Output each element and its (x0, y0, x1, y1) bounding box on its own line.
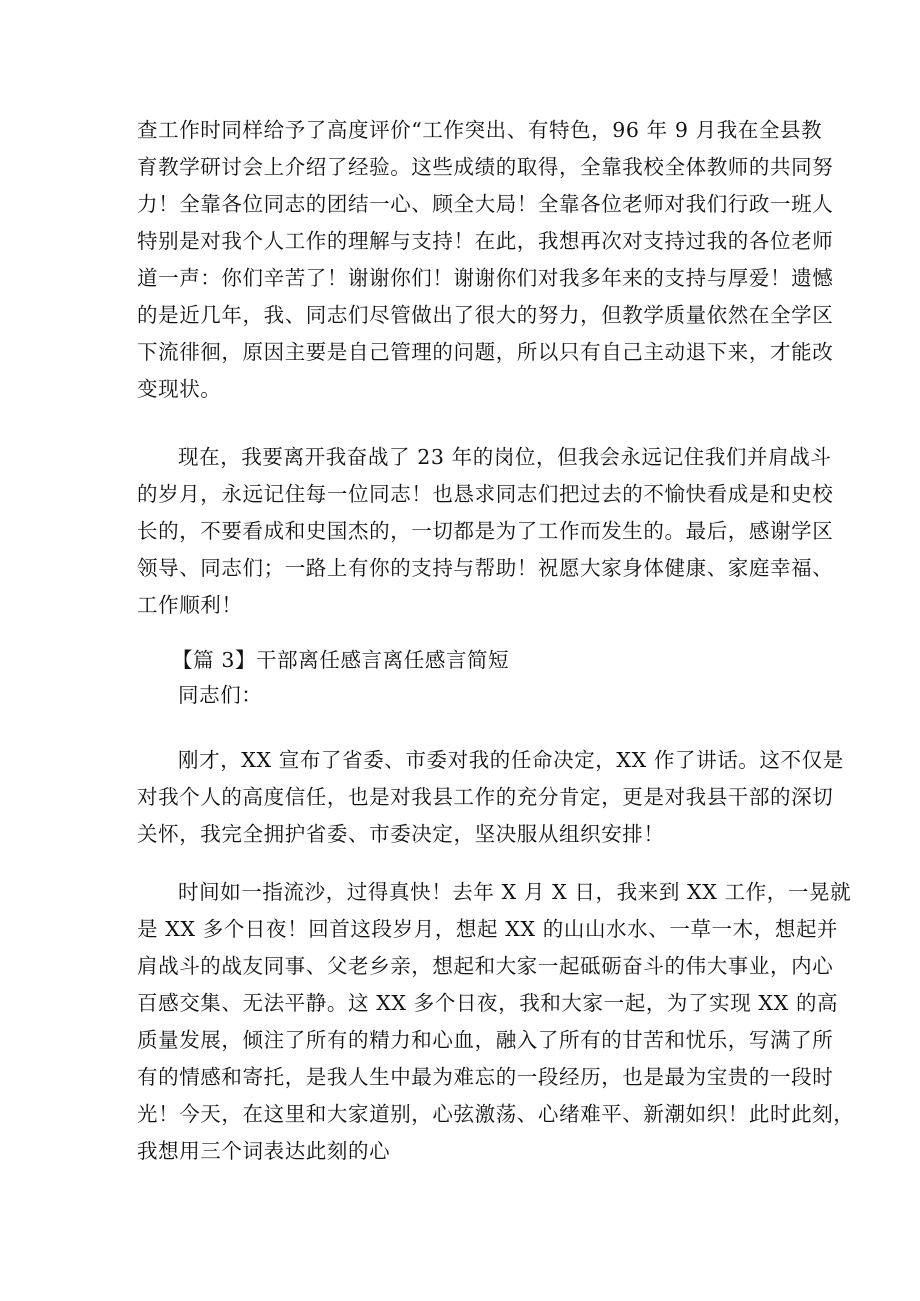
section-heading: 【篇 3】干部离任感言离任感言简短 (172, 648, 510, 672)
paragraph-line: 现在，我要离开我奋战了 23 年的岗位，但我会永远记住我们并肩战斗 (178, 445, 832, 469)
paragraph-line: 有的情感和寄托，是我人生中最为难忘的一段经历，也是最为宝贵的一段时 (137, 1065, 834, 1089)
paragraph-line: 领导、同志们；一路上有你的支持与帮助！祝愿大家身体健康、家庭幸福、 (137, 556, 834, 580)
paragraph-line: 工作顺利！ (137, 593, 243, 617)
paragraph-line: 力！全靠各位同志的团结一心、顾全大局！全靠各位老师对我们行政一班人 (137, 192, 834, 216)
paragraph-line: 变现状。 (137, 377, 222, 401)
paragraph-line: 长的，不要看成和史国杰的，一切都是为了工作而发生的。最后，感谢学区 (137, 519, 834, 543)
paragraph-line: 光！今天，在这里和大家道别，心弦激荡、心绪难平、新潮如织！此时此刻， (137, 1102, 855, 1126)
paragraph-line: 的是近几年，我、同志们尽管做出了很大的努力，但教学质量依然在全学区 (137, 303, 834, 327)
paragraph-line: 道一声：你们辛苦了！谢谢你们！谢谢你们对我多年来的支持与厚爱！遗憾 (137, 266, 834, 290)
paragraph-line: 是 XX 多个日夜！回首这段岁月，想起 XX 的山山水水、一草一木，想起并 (137, 917, 839, 941)
paragraph-line: 百感交集、无法平静。这 XX 多个日夜，我和大家一起，为了实现 XX 的高 (137, 991, 839, 1015)
paragraph-line: 下流徘徊，原因主要是自己管理的问题，所以只有自己主动退下来，才能改 (137, 340, 834, 364)
paragraph-line: 关怀，我完全拥护省委、市委决定，坚决服从组织安排！ (137, 822, 665, 846)
paragraph-line: 时间如一指流沙，过得真快！去年 X 月 X 日，我来到 XX 工作，一晃就 (178, 880, 852, 904)
paragraph-line: 刚才，XX 宣布了省委、市委对我的任命决定，XX 作了讲话。这不仅是 (178, 748, 844, 772)
salutation: 同志们： (178, 683, 263, 707)
paragraph-line: 肩战斗的战友同事、父老乡亲，想起和大家一起砥砺奋斗的伟大事业，内心 (137, 954, 834, 978)
paragraph-line: 查工作时同样给予了高度评价“工作突出、有特色，96 年 9 月我在全县教 (137, 118, 823, 142)
paragraph-line: 我想用三个词表达此刻的心 (137, 1139, 391, 1163)
paragraph-line: 质量发展，倾注了所有的精力和心血，融入了所有的甘苦和忧乐，写满了所 (137, 1028, 834, 1052)
paragraph-line: 育教学研讨会上介绍了经验。这些成绩的取得，全靠我校全体教师的共同努 (137, 155, 834, 179)
paragraph-line: 对我个人的高度信任，也是对我县工作的充分肯定，更是对我县干部的深切 (137, 785, 834, 809)
paragraph-line: 的岁月，永远记住每一位同志！也恳求同志们把过去的不愉快看成是和史校 (137, 482, 834, 506)
paragraph-line: 特别是对我个人工作的理解与支持！在此，我想再次对支持过我的各位老师 (137, 229, 834, 253)
